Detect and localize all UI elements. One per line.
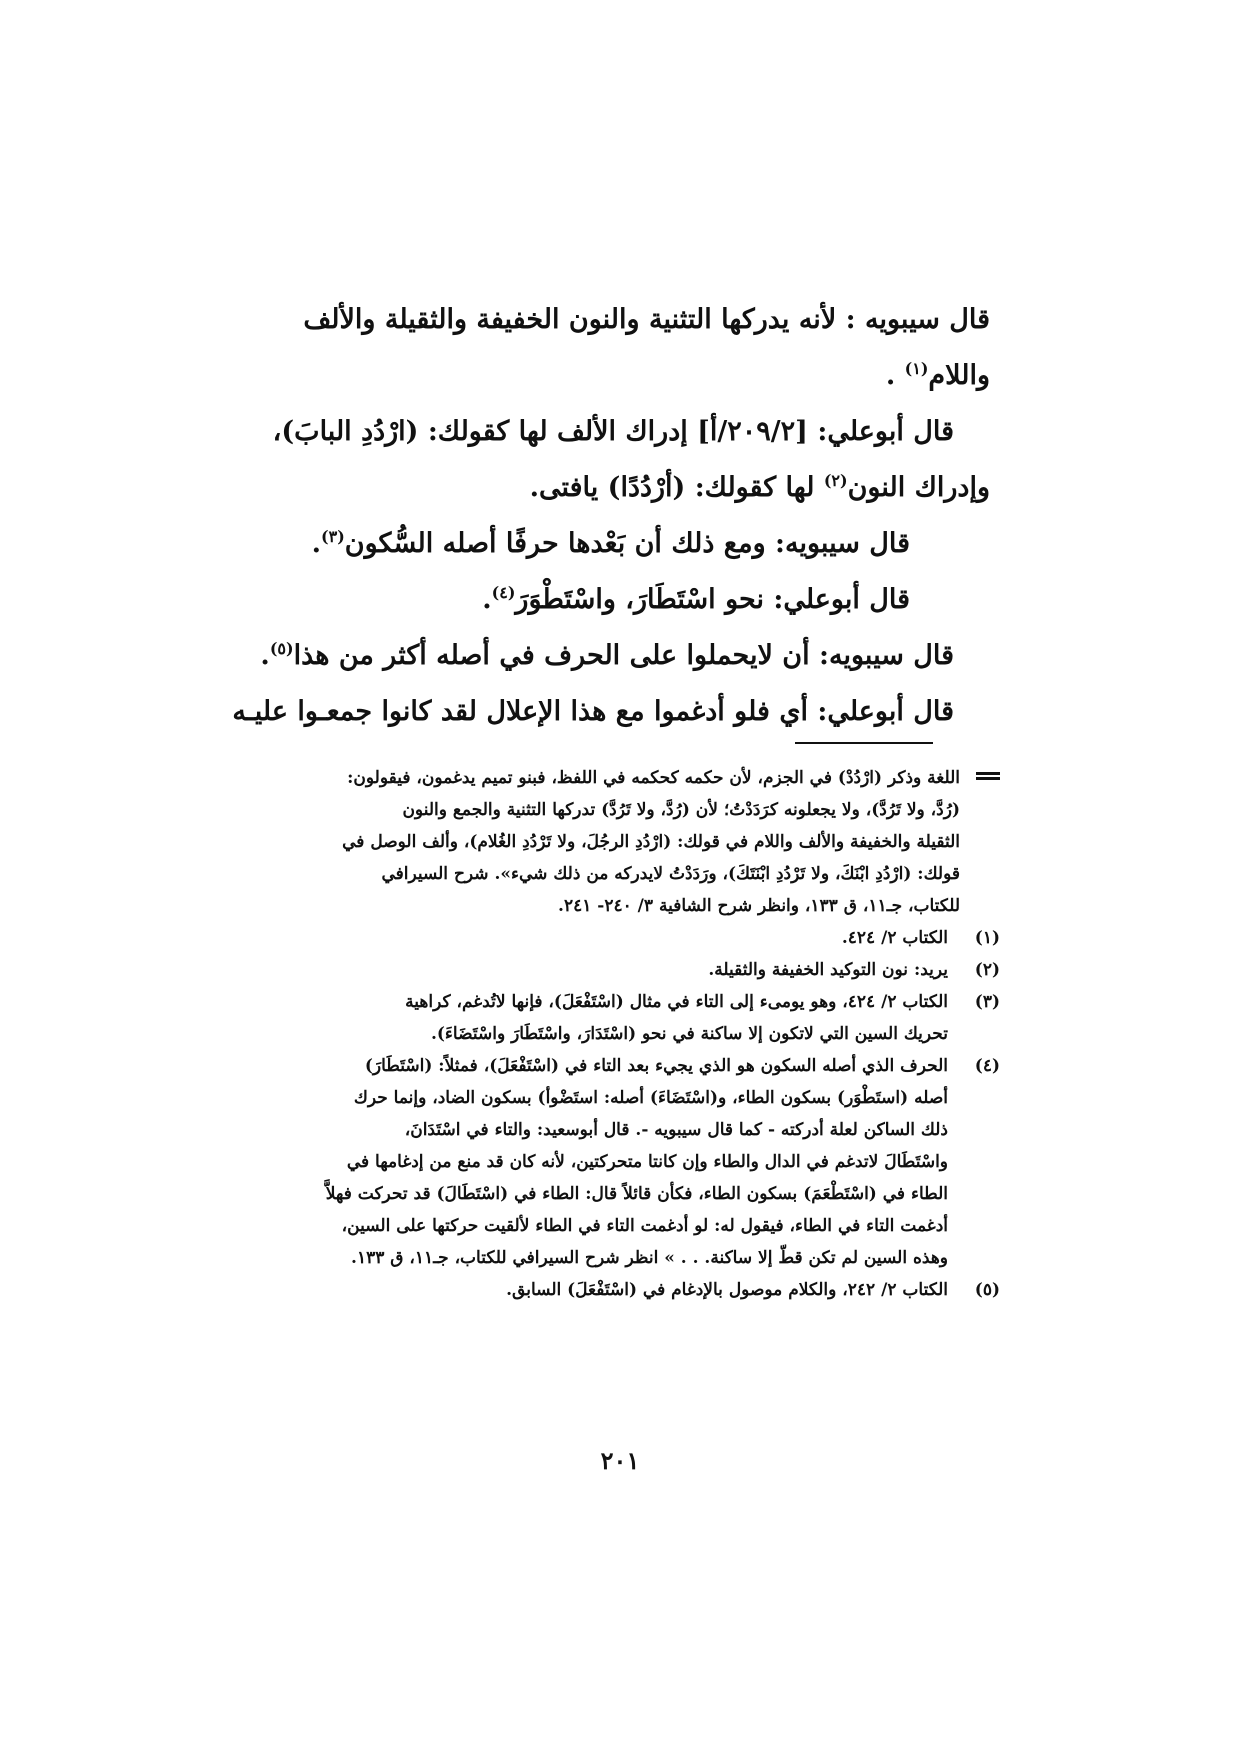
footnote-line: ذلك الساكن لعلة أدركته - كما قال سيبويه -. قال أبوسعيد: والتاء في اسْتَدَانَ،: [404, 1120, 948, 1140]
text-line-4: [300, 460, 990, 516]
speaker-label: قال أبوعلي:: [817, 696, 954, 727]
text-line-2: [300, 348, 990, 404]
footnote-ref: (٤): [491, 583, 516, 602]
speaker-label: قال سيبويه :: [845, 304, 990, 335]
footnote-number: (٥): [974, 1280, 1000, 1300]
speaker-label: قال أبوعلي:: [773, 584, 910, 615]
footnote-line: قولك: (ارْدُدِ ابْنَكَ، ولا تَرْدُدِ ابْنَتَكَ)، ورَدَدْتُ لايدركه من ذلك شيء». شرح السيرافي: [381, 864, 960, 884]
footnotes: [300, 762, 1000, 1306]
footnote-3: [300, 986, 1000, 1050]
main-text: [232, 292, 990, 740]
footnote-line: اللغة وذكر (ارْدُدْ) في الجزم، لأن حكمه كحكمه في اللفظ، فبنو تميم يدغمون، فيقولون:: [347, 768, 960, 788]
footnote-4: [300, 1050, 1000, 1274]
line-text: لأنه يدركها التثنية والنون الخفيفة والثقيلة والألف: [303, 304, 846, 335]
footnote-ref: (١): [904, 359, 929, 378]
text-line-5: [300, 516, 990, 572]
footnote-line: الثقيلة والخفيفة والألف واللام في قولك: (ارْدُدِ الرجُلَ، ولا تَرْدُدِ الغُلام)، وألف الوصل في: [342, 832, 960, 852]
footnote-line: الحرف الذي أصله السكون هو الذي يجيء بعد التاء في (اسْتَفْعَلَ)، فمثلاً: (اسْتَطَارَ): [364, 1056, 948, 1076]
footnote-number: (٣): [974, 992, 1000, 1012]
footnote-line: واسْتَطَالَ لاتدغم في الدال والطاء وإن كانتا متحركتين، لأنه كان قد منع من إدغامها في: [346, 1152, 948, 1172]
footnote-line: أدغمت التاء في الطاء، فيقول له: لو أدغمت التاء في الطاء لألقيت حركتها على السين،: [341, 1216, 948, 1236]
footnote-continuation: [300, 762, 1000, 922]
footnote-line: الكتاب ٢/ ٤٢٤.: [841, 928, 948, 948]
line-after: لها كقولك: (أرْدُدًا) يافتى.: [529, 472, 824, 503]
footnote-line: يريد: نون التوكيد الخفيفة والثقيلة.: [708, 960, 948, 980]
footnote-line: وهذه السين لم تكن قطّ إلا ساكنة. . . » انظر شرح السيرافي للكتاب، جـ١١، ق ١٣٣.: [351, 1248, 948, 1268]
speaker-label: قال سيبويه:: [775, 528, 910, 559]
footnote-line: الكتاب ٢/ ٢٤٢، والكلام موصول بالإدغام في (اسْتَفْعَلَ) السابق.: [506, 1280, 948, 1300]
line-text: [٢٠٩/٢/أ] إدراك الألف لها كقولك: (ارْدُدِ البابَ)،: [272, 416, 818, 447]
footnote-line: الطاء في (اسْتَطْعَمَ) بسكون الطاء، فكأن قائلاً قال: الطاء في (اسْتَطَالَ) قد تحركت فهلاَّ: [325, 1184, 948, 1204]
footnote-number: (١): [974, 928, 1000, 948]
line-after: .: [311, 528, 322, 559]
line-text: وإدراك النون: [847, 472, 990, 503]
footnote-line: الكتاب ٢/ ٤٢٤، وهو يومىء إلى التاء في مثال (اسْتَفْعَلَ)، فإنها لاتُدغم، كراهية: [405, 992, 948, 1012]
footnote-ref: (٢): [823, 471, 848, 490]
text-line-1: [300, 292, 990, 348]
line-text: ومع ذلك أن بَعْدها حرفًا أصله السُّكون: [344, 528, 776, 559]
footnote-5: [300, 1274, 1000, 1306]
text-line-3: [272, 404, 990, 460]
footnote-separator: [795, 742, 933, 744]
footnote-1: [300, 922, 1000, 954]
footnote-line: (رُدَّ، ولا تَرُدَّ)، ولا يجعلونه كرَدَدْتُ؛ لأن (رُدَّ، ولا تَرُدَّ) تدركها التثنية والجمع والنون: [402, 800, 960, 820]
line-text: أي فلو أدغموا مع هذا الإعلال لقد كانوا جمعـوا عليـه: [232, 696, 818, 727]
speaker-label: قال أبوعلي:: [817, 416, 954, 447]
line-text: واللام: [928, 360, 990, 391]
text-line-7: [260, 628, 990, 684]
text-line-6: [300, 572, 990, 628]
footnote-line: تحريك السين التي لاتكون إلا ساكنة في نحو (اسْتَدَارَ، واسْتَطَارَ واسْتَضَاءَ).: [430, 1024, 948, 1044]
footnote-number: (٤): [974, 1056, 1000, 1076]
line-text: نحو اسْتَطَارَ، واسْتَطْوَرَ: [515, 584, 774, 615]
line-after: .: [482, 584, 492, 615]
page-number: ٢٠١: [600, 1446, 640, 1475]
footnote-ref: (٥): [269, 639, 294, 658]
footnote-line: أصله (استَطْوَر) بسكون الطاء، و(اسْتَضَاءَ) أصله: استَضْوأ) بسكون الضاد، وإنما حرك: [353, 1088, 948, 1108]
speaker-label: قال سيبويه:: [819, 640, 954, 671]
footnote-2: [300, 954, 1000, 986]
continuation-mark: [976, 772, 1000, 780]
line-after: .: [260, 640, 270, 671]
text-line-8: [232, 684, 990, 740]
footnote-line: للكتاب، جـ١١، ق ١٣٣، وانظر شرح الشافية ٣/ ٢٤٠- ٢٤١.: [558, 896, 960, 916]
line-text: أن لايحملوا على الحرف في أصله أكثر من هذا: [293, 640, 820, 671]
line-after: .: [885, 360, 905, 391]
footnote-ref: (٣): [321, 527, 345, 546]
footnote-number: (٢): [974, 960, 1000, 980]
